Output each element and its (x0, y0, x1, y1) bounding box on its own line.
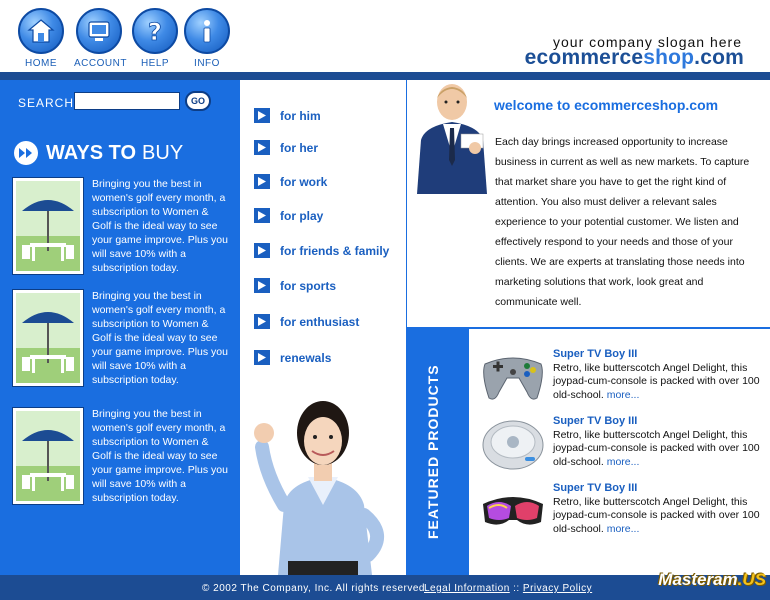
menu-item-label: for him (280, 108, 321, 123)
umbrella-thumbnail (12, 407, 84, 505)
nav-account[interactable] (74, 8, 127, 69)
play-arrow-icon (254, 278, 270, 293)
company-slogan: your company slogan here (553, 34, 742, 50)
nav-home-label: HOME (25, 58, 57, 69)
product-info (553, 415, 763, 469)
nav-help[interactable] (130, 8, 180, 69)
left-sidebar (0, 80, 240, 575)
double-arrow-icon (14, 141, 38, 165)
promo-item[interactable] (12, 289, 232, 389)
promo-text: Bringing you the best in women's golf every month, a subscription to Women & Golf is the ideal way to see your game improve. Plus you will save 10% with a subscription today. (92, 408, 228, 504)
featured-products-label: FEATURED PRODUCTS (425, 364, 441, 539)
search-go-button[interactable]: GO (185, 91, 211, 111)
menu-item-label: for her (280, 140, 319, 155)
product-info (553, 482, 763, 536)
menu-item-label: for enthusiast (280, 314, 360, 329)
footer (0, 575, 770, 600)
nav-help-label: HELP (140, 58, 170, 69)
info-icon (184, 8, 230, 54)
play-arrow-icon (254, 140, 270, 155)
product-card[interactable] (479, 415, 764, 477)
menu-item-label: for sports (280, 278, 337, 293)
ways-to-buy-heading (14, 141, 183, 165)
menu-item-for-play[interactable] (254, 208, 323, 223)
footer-links (424, 583, 592, 594)
question-icon (132, 8, 178, 54)
house-icon (18, 8, 64, 54)
cd-player-icon (479, 415, 547, 471)
menu-item-for-him[interactable] (254, 108, 321, 123)
welcome-title: welcome to ecommerceshop.com (494, 97, 719, 113)
play-arrow-icon (254, 108, 270, 123)
watermark-main: Masteram (658, 570, 738, 589)
brand-tld: .com (694, 46, 744, 69)
umbrella-thumbnail (12, 177, 84, 275)
play-arrow-icon (254, 314, 270, 329)
svg-text:?: ? (148, 18, 162, 45)
product-title[interactable]: Super TV Boy III (553, 482, 638, 494)
product-description: Retro, like butterscotch Angel Delight, this joypad-cum-console is packed with over 100 old-school. (553, 361, 760, 401)
product-more-link[interactable]: more... (606, 522, 640, 535)
header (0, 0, 770, 72)
legal-information-link[interactable]: Legal Information (424, 583, 510, 594)
product-more-link[interactable]: more... (606, 455, 640, 468)
copyright-text: © 2002 The Company, Inc. All rights reserved. (202, 583, 429, 594)
menu-item-renewals[interactable] (254, 350, 331, 365)
menu-item-for-her[interactable] (254, 140, 318, 155)
menu-item-for-enthusiast[interactable] (254, 314, 359, 329)
welcome-body: Each day brings increased opportunity to increase business in current as well as new markets. To capture that market share you have to get the right kind of attention. You also must deliver a relevant sales experience to your potential customer. We listen and effectively respond to your needs and those of your clients. We are experts at translating those needs into marketing solutions that work, look great and communicate well. (495, 136, 750, 308)
menu-item-for-sports[interactable] (254, 278, 336, 293)
main-content (407, 80, 770, 575)
product-description: Retro, like butterscotch Angel Delight, this joypad-cum-console is packed with over 100 old-school. (553, 428, 760, 468)
menu-item-label: for friends & family (280, 243, 390, 258)
product-title[interactable]: Super TV Boy III (553, 415, 638, 427)
play-arrow-icon (254, 350, 270, 365)
category-menu (240, 80, 406, 575)
gamepad-icon (479, 348, 547, 404)
watermark-suffix: .US (737, 570, 766, 589)
footer-separator: :: (513, 583, 523, 594)
featured-products-band (407, 329, 469, 575)
brand-logo[interactable] (525, 46, 744, 70)
menu-item-label: renewals (280, 350, 332, 365)
goggles-icon (479, 482, 547, 538)
play-arrow-icon (254, 174, 270, 189)
product-card[interactable] (479, 348, 764, 410)
nav-info-label: INFO (194, 58, 220, 69)
promo-item[interactable] (12, 177, 232, 277)
menu-item-for-friends-family[interactable] (254, 243, 389, 258)
nav-info[interactable] (182, 8, 232, 69)
promo-item[interactable] (12, 407, 232, 507)
nav-home[interactable] (16, 8, 66, 69)
product-description: Retro, like butterscotch Angel Delight, this joypad-cum-console is packed with over 100 old-school. (553, 495, 760, 535)
woman-photo (248, 385, 398, 575)
search-label: SEARCH (18, 96, 75, 110)
umbrella-thumbnail (12, 289, 84, 387)
header-rule (0, 72, 770, 80)
product-card[interactable] (479, 482, 764, 544)
promo-text: Bringing you the best in women's golf every month, a subscription to Women & Golf is the ideal way to see your game improve. Plus you will save 10% with a subscription today. (92, 290, 228, 386)
menu-item-label: for work (280, 174, 328, 189)
monitor-icon (76, 8, 122, 54)
watermark-logo (658, 570, 766, 590)
promo-text: Bringing you the best in women's golf every month, a subscription to Women & Golf is the ideal way to see your game improve. Plus you will save 10% with a subscription today. (92, 178, 228, 274)
nav-account-label: ACCOUNT (74, 58, 127, 69)
play-arrow-icon (254, 243, 270, 258)
ways-title-bold: WAYS TO (46, 141, 137, 164)
brand-main: ecommerce (524, 46, 644, 69)
brand-accent: shop (643, 46, 695, 69)
product-more-link[interactable]: more... (606, 388, 640, 401)
product-title[interactable]: Super TV Boy III (553, 348, 638, 360)
ways-title-thin: BUY (142, 141, 184, 164)
menu-item-label: for play (280, 208, 324, 223)
businessman-photo (411, 82, 493, 194)
menu-item-for-work[interactable] (254, 174, 327, 189)
product-info (553, 348, 763, 402)
search-input[interactable] (74, 92, 180, 110)
play-arrow-icon (254, 208, 270, 223)
privacy-policy-link[interactable]: Privacy Policy (522, 583, 593, 594)
